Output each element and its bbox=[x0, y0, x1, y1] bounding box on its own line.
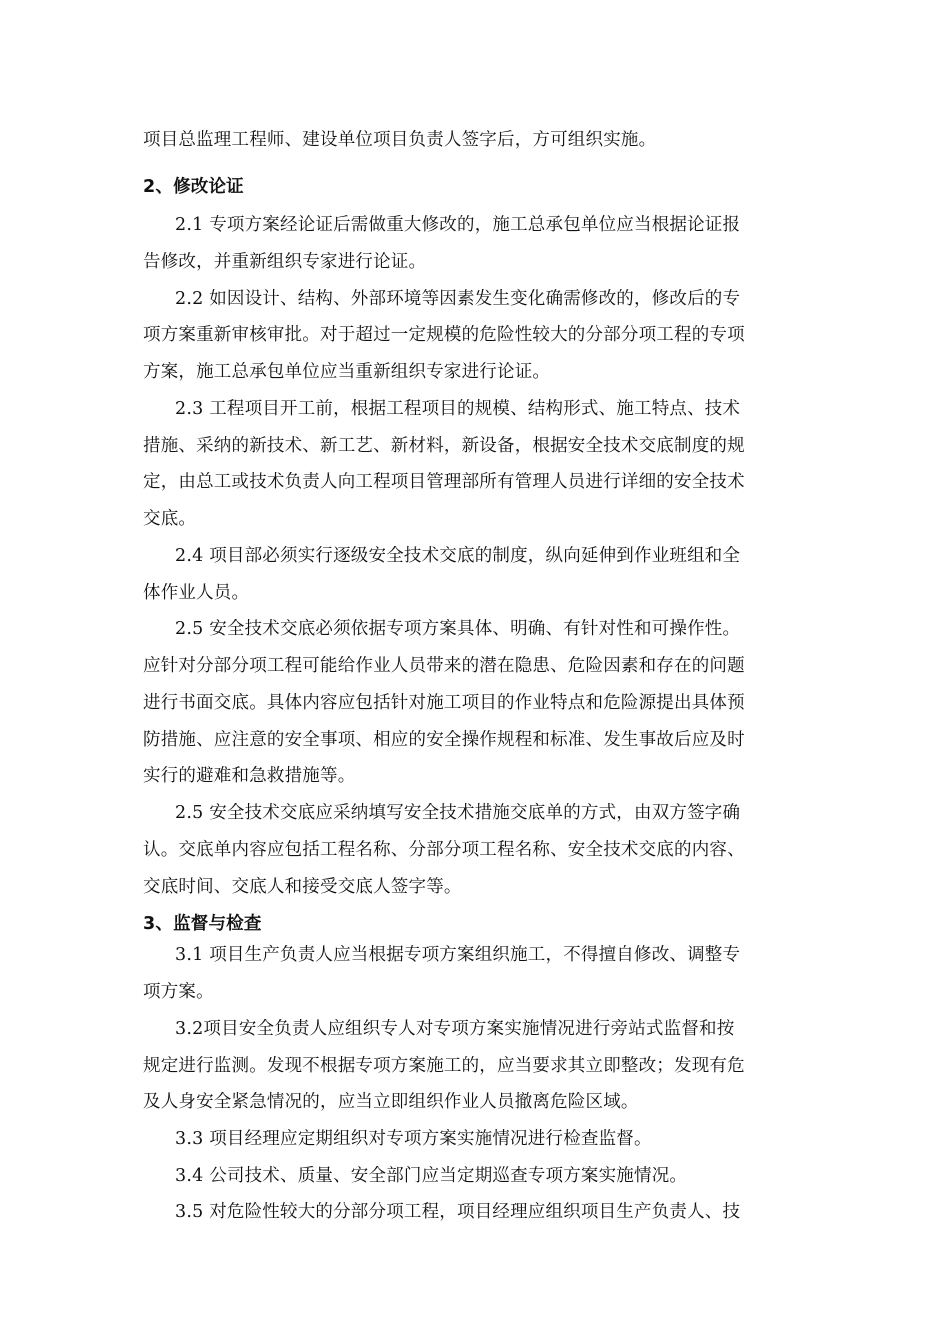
paragraph-line: 2.5 安全技术交底必须依据专项方案具体、明确、有针对性和可操作性。 bbox=[175, 619, 741, 639]
paragraph-line: 交底。 bbox=[143, 509, 197, 529]
section-heading: 2、修改论证 bbox=[143, 177, 244, 197]
paragraph-line: 3.1 项目生产负责人应当根据专项方案组织施工，不得擅自修改、调整专 bbox=[175, 945, 741, 965]
paragraph-line: 方案，施工总承包单位应当重新组织专家进行论证。 bbox=[143, 362, 551, 382]
paragraph-line: 告修改，并重新组织专家进行论证。 bbox=[143, 252, 427, 272]
paragraph-line: 3.3 项目经理应定期组织对专项方案实施情况进行检查监督。 bbox=[175, 1129, 652, 1149]
paragraph-line: 项方案重新审核审批。对于超过一定规模的危险性较大的分部分项工程的专项 bbox=[143, 325, 745, 345]
paragraph-line: 3.2项目安全负责人应组织专人对专项方案实施情况进行旁站式监督和按 bbox=[175, 1019, 735, 1039]
paragraph-line: 规定进行监测。发现不根据专项方案施工的，应当要求其立即整改；发现有危 bbox=[143, 1056, 745, 1076]
paragraph-line: 2.2 如因设计、结构、外部环境等因素发生变化确需修改的，修改后的专 bbox=[175, 289, 741, 309]
section-heading: 3、监督与检查 bbox=[143, 914, 262, 934]
paragraph-line: 体作业人员。 bbox=[143, 583, 250, 603]
paragraph-line: 认。交底单内容应包括工程名称、分部分项工程名称、安全技术交底的内容、 bbox=[143, 840, 745, 860]
paragraph-line: 定，由总工或技术负责人向工程项目管理部所有管理人员进行详细的安全技术 bbox=[143, 472, 745, 492]
paragraph-line: 实行的避难和急救措施等。 bbox=[143, 766, 356, 786]
paragraph-line: 3.4 公司技术、质量、安全部门应当定期巡查专项方案实施情况。 bbox=[175, 1166, 688, 1186]
paragraph-line: 交底时间、交底人和接受交底人签字等。 bbox=[143, 877, 462, 897]
paragraph-line: 应针对分部分项工程可能给作业人员带来的潜在隐患、危险因素和存在的问题 bbox=[143, 656, 745, 676]
paragraph-line: 2.4 项目部必须实行逐级安全技术交底的制度，纵向延伸到作业班组和全 bbox=[175, 546, 741, 566]
paragraph-line: 项方案。 bbox=[143, 982, 214, 1002]
paragraph-line: 2.3 工程项目开工前，根据工程项目的规模、结构形式、施工特点、技术 bbox=[175, 399, 741, 419]
paragraph-line: 项目总监理工程师、建设单位项目负责人签字后，方可组织实施。 bbox=[143, 130, 657, 150]
paragraph-line: 进行书面交底。具体内容应包括针对施工项目的作业特点和危险源提出具体预 bbox=[143, 693, 745, 713]
paragraph-line: 防措施、应注意的安全事项、相应的安全操作规程和标准、发生事故后应及时 bbox=[143, 730, 745, 750]
paragraph-line: 2.1 专项方案经论证后需做重大修改的，施工总承包单位应当根据论证报 bbox=[175, 215, 741, 235]
paragraph-line: 3.5 对危险性较大的分部分项工程，项目经理应组织项目生产负责人、技 bbox=[175, 1202, 741, 1222]
paragraph-line: 及人身安全紧急情况的，应当立即组织作业人员撤离危险区域。 bbox=[143, 1092, 639, 1112]
paragraph-line: 2.5 安全技术交底应采纳填写安全技术措施交底单的方式，由双方签字确 bbox=[175, 803, 741, 823]
paragraph-line: 措施、采纳的新技术、新工艺、新材料，新设备，根据安全技术交底制度的规 bbox=[143, 436, 745, 456]
